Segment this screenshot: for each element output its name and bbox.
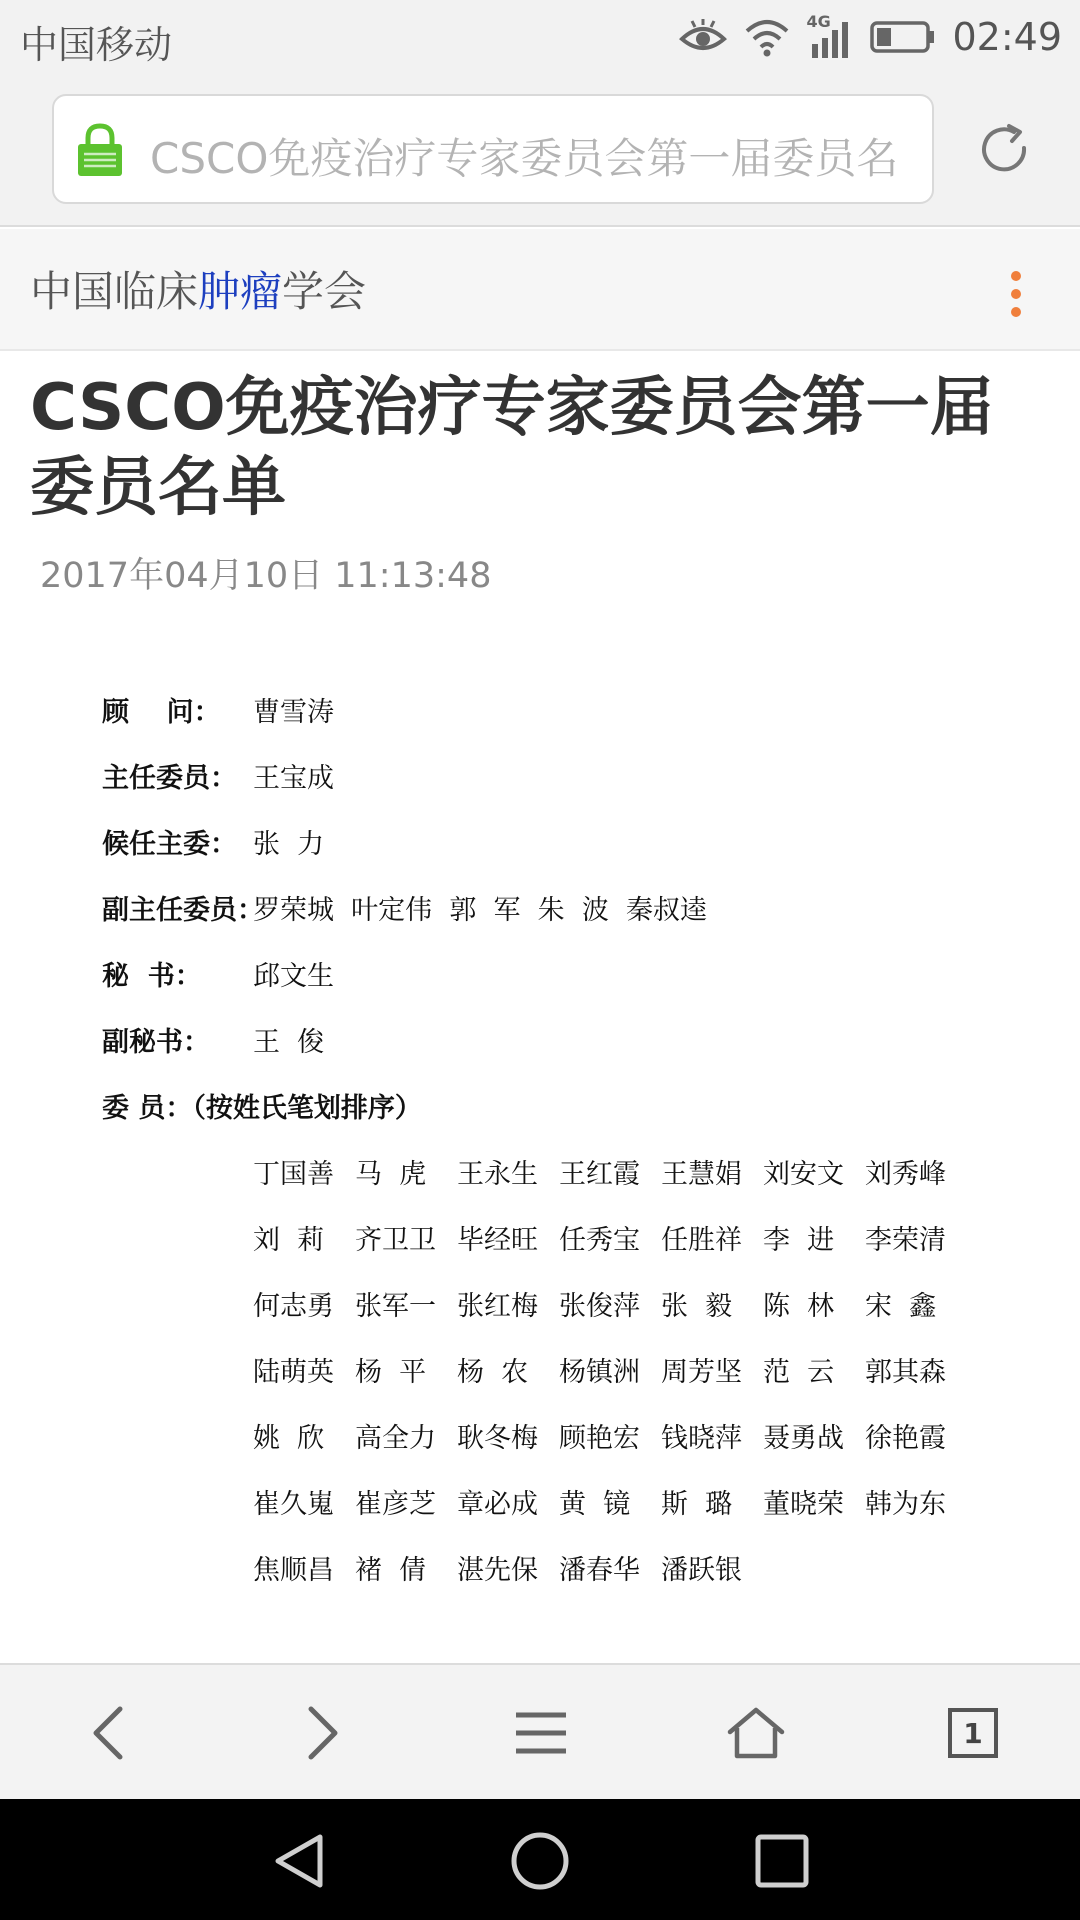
nav-home-icon[interactable] (510, 1831, 570, 1891)
member-name: 焦顺昌 (253, 1555, 334, 1586)
member-row (253, 1284, 973, 1350)
reload-icon[interactable] (976, 122, 1036, 178)
role-value: 张 力 (253, 829, 325, 860)
member-name: 李荣清 (865, 1225, 946, 1256)
member-row (253, 1416, 973, 1482)
role-label: 主任委员： (102, 763, 237, 794)
status-bar (0, 0, 1080, 72)
carrier-name: 中国移动 (20, 23, 173, 67)
member-name: 毕经旺 (457, 1225, 538, 1256)
member-name: 姚 欣 (253, 1423, 325, 1454)
member-name: 刘秀峰 (865, 1159, 946, 1190)
member-name: 黄 镜 (559, 1489, 631, 1520)
member-name: 王永生 (457, 1159, 538, 1190)
member-name: 郭其森 (865, 1357, 946, 1388)
member-name: 章必成 (457, 1489, 538, 1520)
article-date: 2017年04月10日 11:13:48 (40, 556, 492, 596)
role-label: 副秘书： (102, 1027, 210, 1058)
site-name-suffix: 学会 (282, 267, 367, 316)
chevron-left-icon (88, 1705, 128, 1761)
member-name: 顾艳宏 (559, 1423, 640, 1454)
member-name: 陈 林 (763, 1291, 835, 1322)
member-name: 张军一 (355, 1291, 436, 1322)
clock: 02:49 (952, 15, 1062, 59)
role-row (102, 954, 1002, 1020)
role-row (102, 756, 1002, 822)
member-name: 丁国善 (253, 1159, 334, 1190)
member-name: 刘 莉 (253, 1225, 325, 1256)
member-name: 钱晓萍 (661, 1423, 742, 1454)
member-name: 齐卫卫 (355, 1225, 436, 1256)
member-name: 张俊萍 (559, 1291, 640, 1322)
role-label: 顾 问： (102, 697, 221, 728)
browser-address-area (0, 72, 1080, 227)
member-name: 何志勇 (253, 1291, 334, 1322)
member-name: 周芳坚 (661, 1357, 742, 1388)
member-name: 杨 平 (355, 1357, 427, 1388)
member-name: 陆萌英 (253, 1357, 334, 1388)
member-row (253, 1350, 973, 1416)
role-row (102, 822, 1002, 888)
home-icon (726, 1706, 786, 1760)
back-button[interactable] (78, 1703, 138, 1763)
member-name: 潘跃银 (661, 1555, 742, 1586)
member-name: 范 云 (763, 1357, 835, 1388)
role-row (102, 690, 1002, 756)
committee-list (102, 690, 1002, 1614)
nav-back-icon[interactable] (270, 1831, 330, 1891)
wifi-icon (744, 17, 790, 57)
browser-toolbar (0, 1663, 1080, 1799)
role-value: 罗荣城 叶定伟 郭 军 朱 波 秦叔逵 (253, 895, 707, 926)
site-name-prefix: 中国临床 (30, 267, 199, 316)
role-label: 秘 书： (102, 961, 202, 992)
member-name: 董晓荣 (763, 1489, 844, 1520)
member-row (253, 1218, 973, 1284)
member-name: 湛先保 (457, 1555, 538, 1586)
member-name: 宋 鑫 (865, 1291, 937, 1322)
nav-recents-icon[interactable] (752, 1831, 812, 1891)
member-name: 褚 倩 (355, 1555, 427, 1586)
member-name: 马 虎 (355, 1159, 427, 1190)
member-name: 韩为东 (865, 1489, 946, 1520)
role-value: 王 俊 (253, 1027, 325, 1058)
role-value: 王宝成 (253, 763, 334, 794)
article-title: CSCO免疫治疗专家委员会第一届委员名单 (30, 371, 994, 525)
role-row (102, 1020, 1002, 1086)
member-name: 刘安文 (763, 1159, 844, 1190)
member-name: 杨镇洲 (559, 1357, 640, 1388)
lock-icon (76, 122, 124, 178)
member-row (253, 1548, 973, 1614)
site-header (0, 229, 1080, 351)
member-name: 聂勇战 (763, 1423, 844, 1454)
member-name: 王红霞 (559, 1159, 640, 1190)
role-label: 副主任委员： (102, 895, 264, 926)
member-name: 王慧娟 (661, 1159, 742, 1190)
member-name: 李 进 (763, 1225, 835, 1256)
role-label: 候任主委： (102, 829, 237, 860)
url-text: CSCO免疫治疗专家委员会第一届委员名 (150, 134, 899, 183)
member-name: 杨 农 (457, 1357, 529, 1388)
hamburger-menu-icon (514, 1711, 568, 1755)
members-grid (253, 1152, 973, 1614)
member-name: 张红梅 (457, 1291, 538, 1322)
battery-icon (870, 19, 936, 55)
role-value: 曹雪涛 (253, 697, 334, 728)
tabs-icon (948, 1708, 998, 1758)
member-name: 高全力 (355, 1423, 436, 1454)
members-heading: 委 员：（按姓氏笔划排序） (102, 1093, 422, 1124)
system-navigation-bar (0, 1799, 1080, 1920)
eye-icon (678, 17, 728, 57)
member-name: 张 毅 (661, 1291, 733, 1322)
url-field[interactable] (52, 94, 934, 204)
member-name: 斯 璐 (661, 1489, 733, 1520)
role-value: 邱文生 (253, 961, 334, 992)
member-row (253, 1152, 973, 1218)
member-name: 崔彦芝 (355, 1489, 436, 1520)
site-name-highlight: 肿瘤 (198, 267, 283, 316)
status-icons (678, 10, 1062, 64)
tab-count: 1 (963, 1716, 983, 1750)
more-menu-icon[interactable] (1006, 271, 1026, 321)
network-type: 4G (806, 12, 831, 31)
tabs-button[interactable] (943, 1703, 1003, 1763)
site-name[interactable] (30, 259, 366, 319)
home-button[interactable] (726, 1703, 786, 1763)
member-name: 任胜祥 (661, 1225, 742, 1256)
member-name: 崔久嵬 (253, 1489, 334, 1520)
member-row (253, 1482, 973, 1548)
member-name: 徐艳霞 (865, 1423, 946, 1454)
forward-button[interactable] (293, 1703, 353, 1763)
member-name: 耿冬梅 (457, 1423, 538, 1454)
role-row (102, 888, 1002, 954)
member-name: 潘春华 (559, 1555, 640, 1586)
member-name: 任秀宝 (559, 1225, 640, 1256)
signal-4g-icon (806, 14, 854, 60)
chevron-right-icon (303, 1705, 343, 1761)
menu-button[interactable] (511, 1703, 571, 1763)
